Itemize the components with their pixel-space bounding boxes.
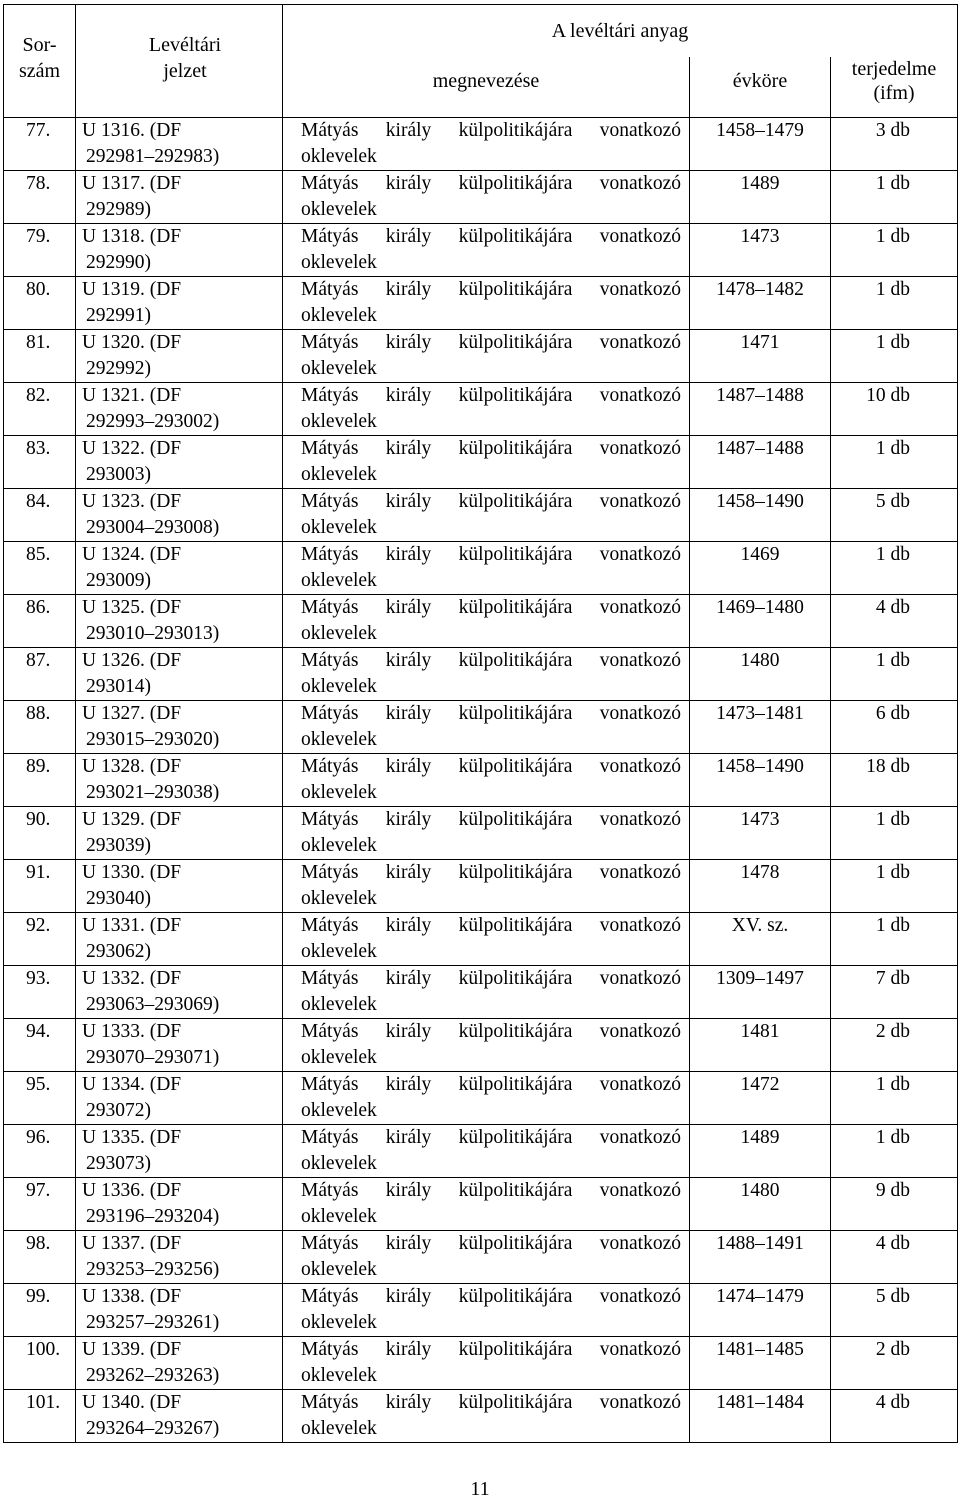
archive-signature: U 1323. (DF 293004–293008)	[76, 489, 283, 542]
table-row	[4, 1125, 958, 1178]
extent: 2 db	[831, 1019, 958, 1072]
material-name: Mátyás király külpolitikájára vonatkozó oklevelek	[283, 1390, 690, 1443]
extent: 1 db	[831, 224, 958, 277]
archive-signature: U 1316. (DF 292981–292983)	[76, 118, 283, 171]
material-name: Mátyás király külpolitikájára vonatkozó oklevelek	[283, 595, 690, 648]
material-name: Mátyás király külpolitikájára vonatkozó oklevelek	[283, 277, 690, 330]
archive-signature: U 1324. (DF 293009)	[76, 542, 283, 595]
table-row	[4, 118, 958, 171]
year-range: 1489	[690, 1125, 831, 1178]
extent: 9 db	[831, 1178, 958, 1231]
year-range: 1481	[690, 1019, 831, 1072]
header-name: megnevezése	[283, 57, 690, 118]
material-name: Mátyás király külpolitikájára vonatkozó oklevelek	[283, 542, 690, 595]
archive-signature: U 1328. (DF 293021–293038)	[76, 754, 283, 807]
year-range: 1458–1479	[690, 118, 831, 171]
row-number: 98.	[4, 1231, 76, 1284]
archive-signature: U 1334. (DF 293072)	[76, 1072, 283, 1125]
archive-signature: U 1339. (DF 293262–293263)	[76, 1337, 283, 1390]
table-row	[4, 330, 958, 383]
material-name: Mátyás király külpolitikájára vonatkozó oklevelek	[283, 1284, 690, 1337]
header-years: évköre	[690, 57, 831, 118]
extent: 4 db	[831, 595, 958, 648]
extent: 1 db	[831, 648, 958, 701]
year-range: 1309–1497	[690, 966, 831, 1019]
table-row	[4, 754, 958, 807]
material-name: Mátyás király külpolitikájára vonatkozó oklevelek	[283, 118, 690, 171]
extent: 1 db	[831, 277, 958, 330]
extent: 1 db	[831, 1125, 958, 1178]
archive-signature: U 1338. (DF 293257–293261)	[76, 1284, 283, 1337]
row-number: 79.	[4, 224, 76, 277]
table-row	[4, 1337, 958, 1390]
archive-signature: U 1333. (DF 293070–293071)	[76, 1019, 283, 1072]
year-range: 1469–1480	[690, 595, 831, 648]
table-row	[4, 860, 958, 913]
row-number: 88.	[4, 701, 76, 754]
table-row	[4, 701, 958, 754]
archive-signature: U 1322. (DF 293003)	[76, 436, 283, 489]
row-number: 80.	[4, 277, 76, 330]
header-extent: terjedelme (ifm)	[831, 57, 958, 118]
material-name: Mátyás király külpolitikájára vonatkozó oklevelek	[283, 913, 690, 966]
table-row	[4, 224, 958, 277]
year-range: 1487–1488	[690, 436, 831, 489]
archive-signature: U 1332. (DF 293063–293069)	[76, 966, 283, 1019]
table-row	[4, 1284, 958, 1337]
year-range: 1473	[690, 807, 831, 860]
table-row	[4, 436, 958, 489]
extent: 3 db	[831, 118, 958, 171]
row-number: 101.	[4, 1390, 76, 1443]
material-name: Mátyás király külpolitikájára vonatkozó oklevelek	[283, 489, 690, 542]
year-range: 1488–1491	[690, 1231, 831, 1284]
table-row	[4, 648, 958, 701]
row-number: 97.	[4, 1178, 76, 1231]
row-number: 95.	[4, 1072, 76, 1125]
year-range: 1458–1490	[690, 489, 831, 542]
table-row	[4, 383, 958, 436]
year-range: 1474–1479	[690, 1284, 831, 1337]
header-archive-material: A levéltári anyag	[283, 5, 958, 58]
table-row	[4, 1390, 958, 1443]
extent: 4 db	[831, 1390, 958, 1443]
year-range: 1471	[690, 330, 831, 383]
row-number: 91.	[4, 860, 76, 913]
archive-signature: U 1331. (DF 293062)	[76, 913, 283, 966]
extent: 4 db	[831, 1231, 958, 1284]
row-number: 84.	[4, 489, 76, 542]
material-name: Mátyás király külpolitikájára vonatkozó oklevelek	[283, 383, 690, 436]
material-name: Mátyás király külpolitikájára vonatkozó oklevelek	[283, 754, 690, 807]
year-range: 1480	[690, 1178, 831, 1231]
table-row	[4, 542, 958, 595]
year-range: 1487–1488	[690, 383, 831, 436]
archive-signature: U 1340. (DF 293264–293267)	[76, 1390, 283, 1443]
archive-signature: U 1330. (DF 293040)	[76, 860, 283, 913]
archive-signature: U 1319. (DF 292991)	[76, 277, 283, 330]
year-range: XV. sz.	[690, 913, 831, 966]
table-row	[4, 913, 958, 966]
extent: 1 db	[831, 542, 958, 595]
archive-signature: U 1326. (DF 293014)	[76, 648, 283, 701]
material-name: Mátyás király külpolitikájára vonatkozó oklevelek	[283, 1125, 690, 1178]
row-number: 93.	[4, 966, 76, 1019]
archive-table	[3, 4, 958, 1443]
year-range: 1480	[690, 648, 831, 701]
material-name: Mátyás király külpolitikájára vonatkozó oklevelek	[283, 807, 690, 860]
row-number: 100.	[4, 1337, 76, 1390]
material-name: Mátyás király külpolitikájára vonatkozó oklevelek	[283, 860, 690, 913]
material-name: Mátyás király külpolitikájára vonatkozó oklevelek	[283, 1231, 690, 1284]
row-number: 90.	[4, 807, 76, 860]
archive-signature: U 1329. (DF 293039)	[76, 807, 283, 860]
extent: 2 db	[831, 1337, 958, 1390]
extent: 1 db	[831, 171, 958, 224]
extent: 5 db	[831, 489, 958, 542]
extent: 18 db	[831, 754, 958, 807]
extent: 1 db	[831, 330, 958, 383]
archive-signature: U 1336. (DF 293196–293204)	[76, 1178, 283, 1231]
material-name: Mátyás király külpolitikájára vonatkozó oklevelek	[283, 701, 690, 754]
table-row	[4, 595, 958, 648]
row-number: 94.	[4, 1019, 76, 1072]
archive-signature: U 1325. (DF 293010–293013)	[76, 595, 283, 648]
extent: 7 db	[831, 966, 958, 1019]
row-number: 99.	[4, 1284, 76, 1337]
year-range: 1473	[690, 224, 831, 277]
archive-signature: U 1337. (DF 293253–293256)	[76, 1231, 283, 1284]
archive-signature: U 1335. (DF 293073)	[76, 1125, 283, 1178]
year-range: 1489	[690, 171, 831, 224]
row-number: 82.	[4, 383, 76, 436]
material-name: Mátyás király külpolitikájára vonatkozó oklevelek	[283, 966, 690, 1019]
material-name: Mátyás király külpolitikájára vonatkozó oklevelek	[283, 1337, 690, 1390]
year-range: 1481–1484	[690, 1390, 831, 1443]
header-row-number: Sor- szám	[4, 5, 76, 118]
extent: 1 db	[831, 913, 958, 966]
material-name: Mátyás király külpolitikájára vonatkozó oklevelek	[283, 436, 690, 489]
material-name: Mátyás király külpolitikájára vonatkozó oklevelek	[283, 330, 690, 383]
table-row	[4, 1072, 958, 1125]
material-name: Mátyás király külpolitikájára vonatkozó oklevelek	[283, 1072, 690, 1125]
material-name: Mátyás király külpolitikájára vonatkozó oklevelek	[283, 1019, 690, 1072]
extent: 10 db	[831, 383, 958, 436]
year-range: 1481–1485	[690, 1337, 831, 1390]
row-number: 96.	[4, 1125, 76, 1178]
year-range: 1472	[690, 1072, 831, 1125]
row-number: 77.	[4, 118, 76, 171]
archive-signature: U 1327. (DF 293015–293020)	[76, 701, 283, 754]
row-number: 86.	[4, 595, 76, 648]
year-range: 1478	[690, 860, 831, 913]
archive-signature: U 1320. (DF 292992)	[76, 330, 283, 383]
table-row	[4, 1019, 958, 1072]
row-number: 89.	[4, 754, 76, 807]
page-number: 11	[470, 1478, 490, 1500]
archive-signature: U 1317. (DF 292989)	[76, 171, 283, 224]
material-name: Mátyás király külpolitikájára vonatkozó oklevelek	[283, 648, 690, 701]
header-archive-signature: Levéltári jelzet	[76, 5, 283, 118]
table-row	[4, 1178, 958, 1231]
extent: 5 db	[831, 1284, 958, 1337]
table-row	[4, 171, 958, 224]
row-number: 85.	[4, 542, 76, 595]
extent: 1 db	[831, 860, 958, 913]
table-row	[4, 807, 958, 860]
table-row	[4, 1231, 958, 1284]
material-name: Mátyás király külpolitikájára vonatkozó oklevelek	[283, 1178, 690, 1231]
material-name: Mátyás király külpolitikájára vonatkozó oklevelek	[283, 224, 690, 277]
row-number: 78.	[4, 171, 76, 224]
year-range: 1458–1490	[690, 754, 831, 807]
archive-signature: U 1318. (DF 292990)	[76, 224, 283, 277]
row-number: 83.	[4, 436, 76, 489]
year-range: 1478–1482	[690, 277, 831, 330]
extent: 6 db	[831, 701, 958, 754]
table-row	[4, 277, 958, 330]
extent: 1 db	[831, 807, 958, 860]
material-name: Mátyás király külpolitikájára vonatkozó oklevelek	[283, 171, 690, 224]
extent: 1 db	[831, 1072, 958, 1125]
year-range: 1469	[690, 542, 831, 595]
row-number: 92.	[4, 913, 76, 966]
extent: 1 db	[831, 436, 958, 489]
table-row	[4, 966, 958, 1019]
year-range: 1473–1481	[690, 701, 831, 754]
archive-signature: U 1321. (DF 292993–293002)	[76, 383, 283, 436]
row-number: 87.	[4, 648, 76, 701]
row-number: 81.	[4, 330, 76, 383]
table-row	[4, 489, 958, 542]
